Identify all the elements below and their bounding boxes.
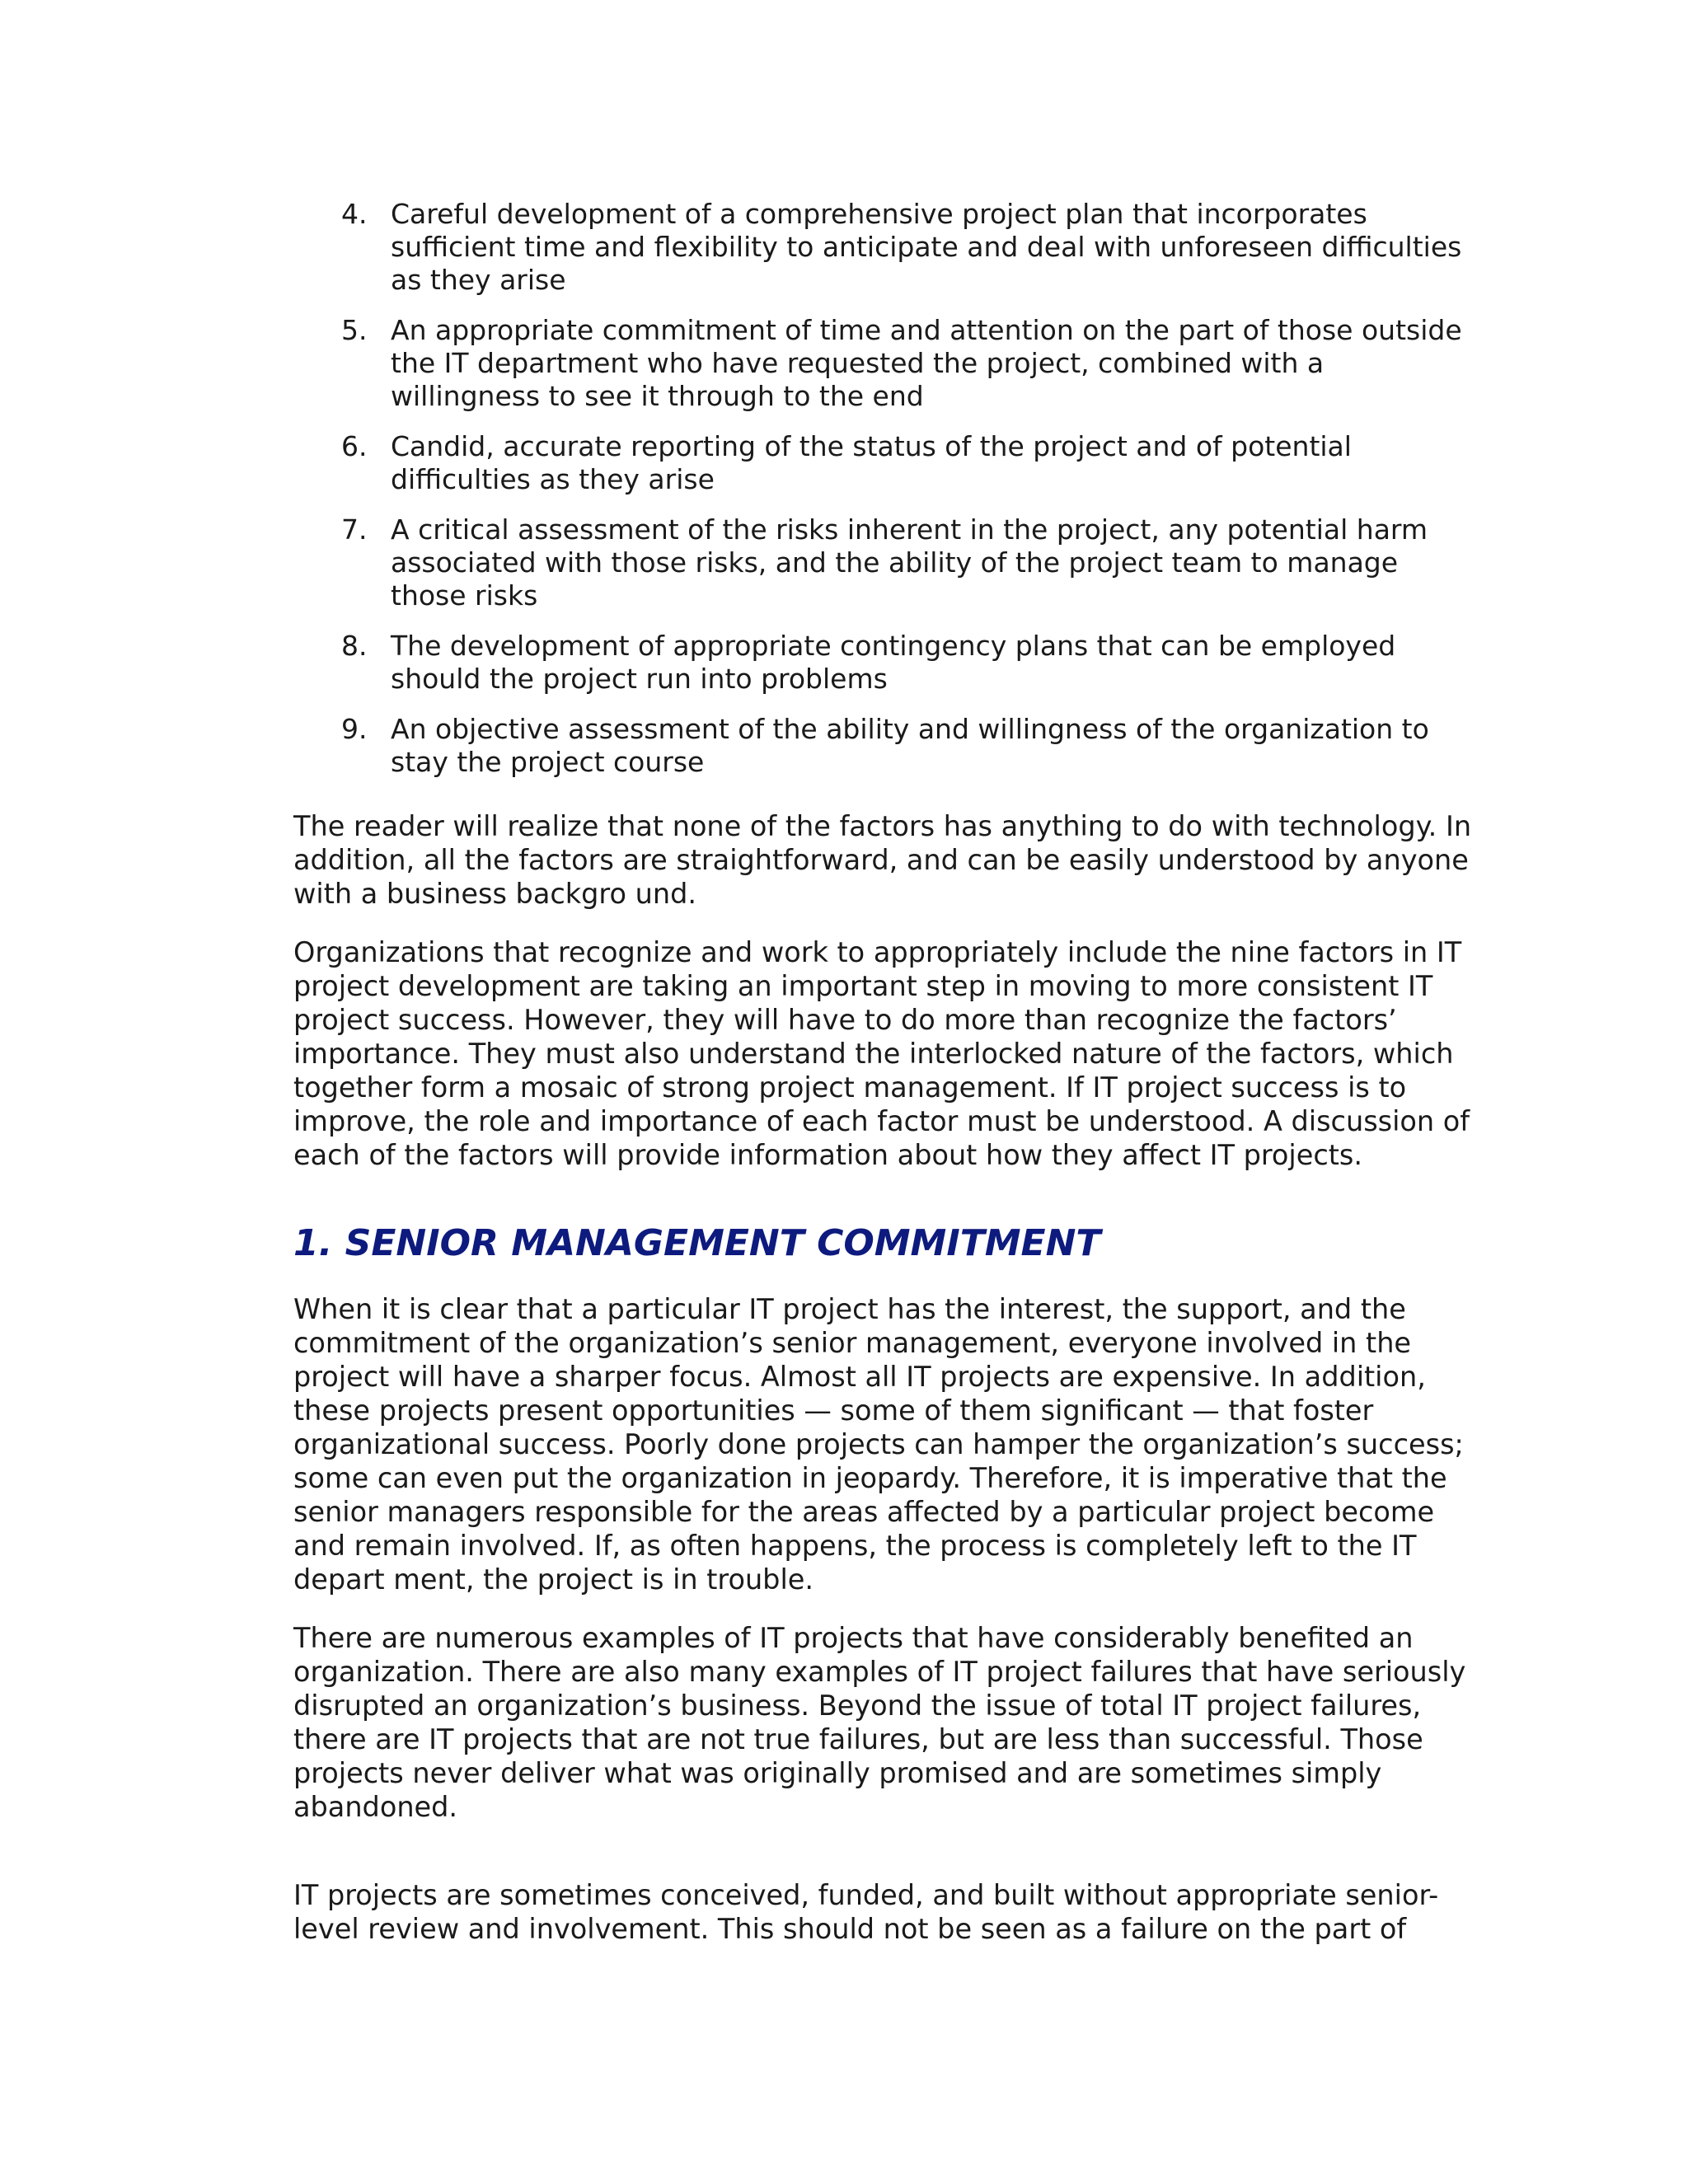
list-item-number: 4. (341, 198, 368, 230)
list-item (341, 713, 1480, 779)
document-page (293, 198, 1480, 1971)
factor-list (341, 198, 1480, 779)
list-item-text: An objective assessment of the ability and willingness of the organization to stay the project course (391, 713, 1429, 778)
list-item (341, 430, 1480, 496)
list-item-number: 9. (341, 713, 368, 745)
list-item (341, 630, 1480, 696)
list-item (341, 314, 1480, 413)
list-item-number: 5. (341, 314, 368, 346)
list-item-text: An appropriate commitment of time and attention on the part of those outside the IT department who have requested the project, combined with a willingness to see it through to the end (391, 314, 1462, 412)
spacer (293, 796, 1480, 809)
list-item (341, 513, 1480, 612)
list-item-text: The development of appropriate contingency plans that can be employed should the project run into problems (391, 630, 1396, 695)
section-paragraph: IT projects are sometimes conceived, funded, and built without appropriate senior-level review and involvement. This should not be seen as a failure on the part of (293, 1879, 1439, 1945)
section-heading: 1. SENIOR MANAGEMENT COMMITMENT (293, 1222, 1101, 1264)
list-item-number: 8. (341, 630, 368, 662)
list-item-text: Candid, accurate reporting of the status of the project and of potential difficulties as they arise (391, 430, 1352, 495)
list-item (341, 198, 1480, 297)
section-paragraph: When it is clear that a particular IT project has the interest, the support, and the commitment of the organization’s senior management, everyone involved in the project will have a sharper focus. Almost all IT projects are expensive. In addition, these projects present opportunities — some of them significant — that foster organizational success. Poorly done projects can hamper the organization’s success; some can even put the organization in jeopardy. Therefore, it is imperative that the senior managers responsible for the areas affected by a particular project become and remain involved. If, as often happens, the process is completely left to the IT depart ment, the project is in trouble. (293, 1293, 1464, 1596)
list-item-number: 7. (341, 513, 368, 546)
section-paragraph: There are numerous examples of IT projects that have considerably benefited an organization. There are also many examples of IT project failures that have seriously disrupted an organization’s business. Beyond the issue of total IT project failures, there are IT projects that are not true failures, but are less than successful. Those projects never deliver what was originally promised and are sometimes simply abandoned. (293, 1622, 1466, 1823)
intro-paragraph: Organizations that recognize and work to appropriately include the nine factors in IT project development are taking an important step in moving to more consistent IT project success. However, they will have to do more than recognize the factors’ importance. They must also understand the interlocked nature of the factors, which together form a mosaic of strong project management. If IT project success is to improve, the role and importance of each factor must be understood. A discussion of each of the factors will provide information about how they affect IT projects. (293, 936, 1470, 1171)
list-item-text: Careful development of a comprehensive project plan that incorporates sufficient time and flexibility to anticipate and deal with unforeseen difficulties as they arise (391, 198, 1462, 296)
list-item-number: 6. (341, 430, 368, 462)
list-item-text: A critical assessment of the risks inherent in the project, any potential harm associated with those risks, and the ability of the project team to manage those risks (391, 513, 1428, 612)
intro-paragraph: The reader will realize that none of the factors has anything to do with technology. In addition, all the factors are straightforward, and can be easily understood by anyone with a business backgro und. (293, 810, 1472, 910)
